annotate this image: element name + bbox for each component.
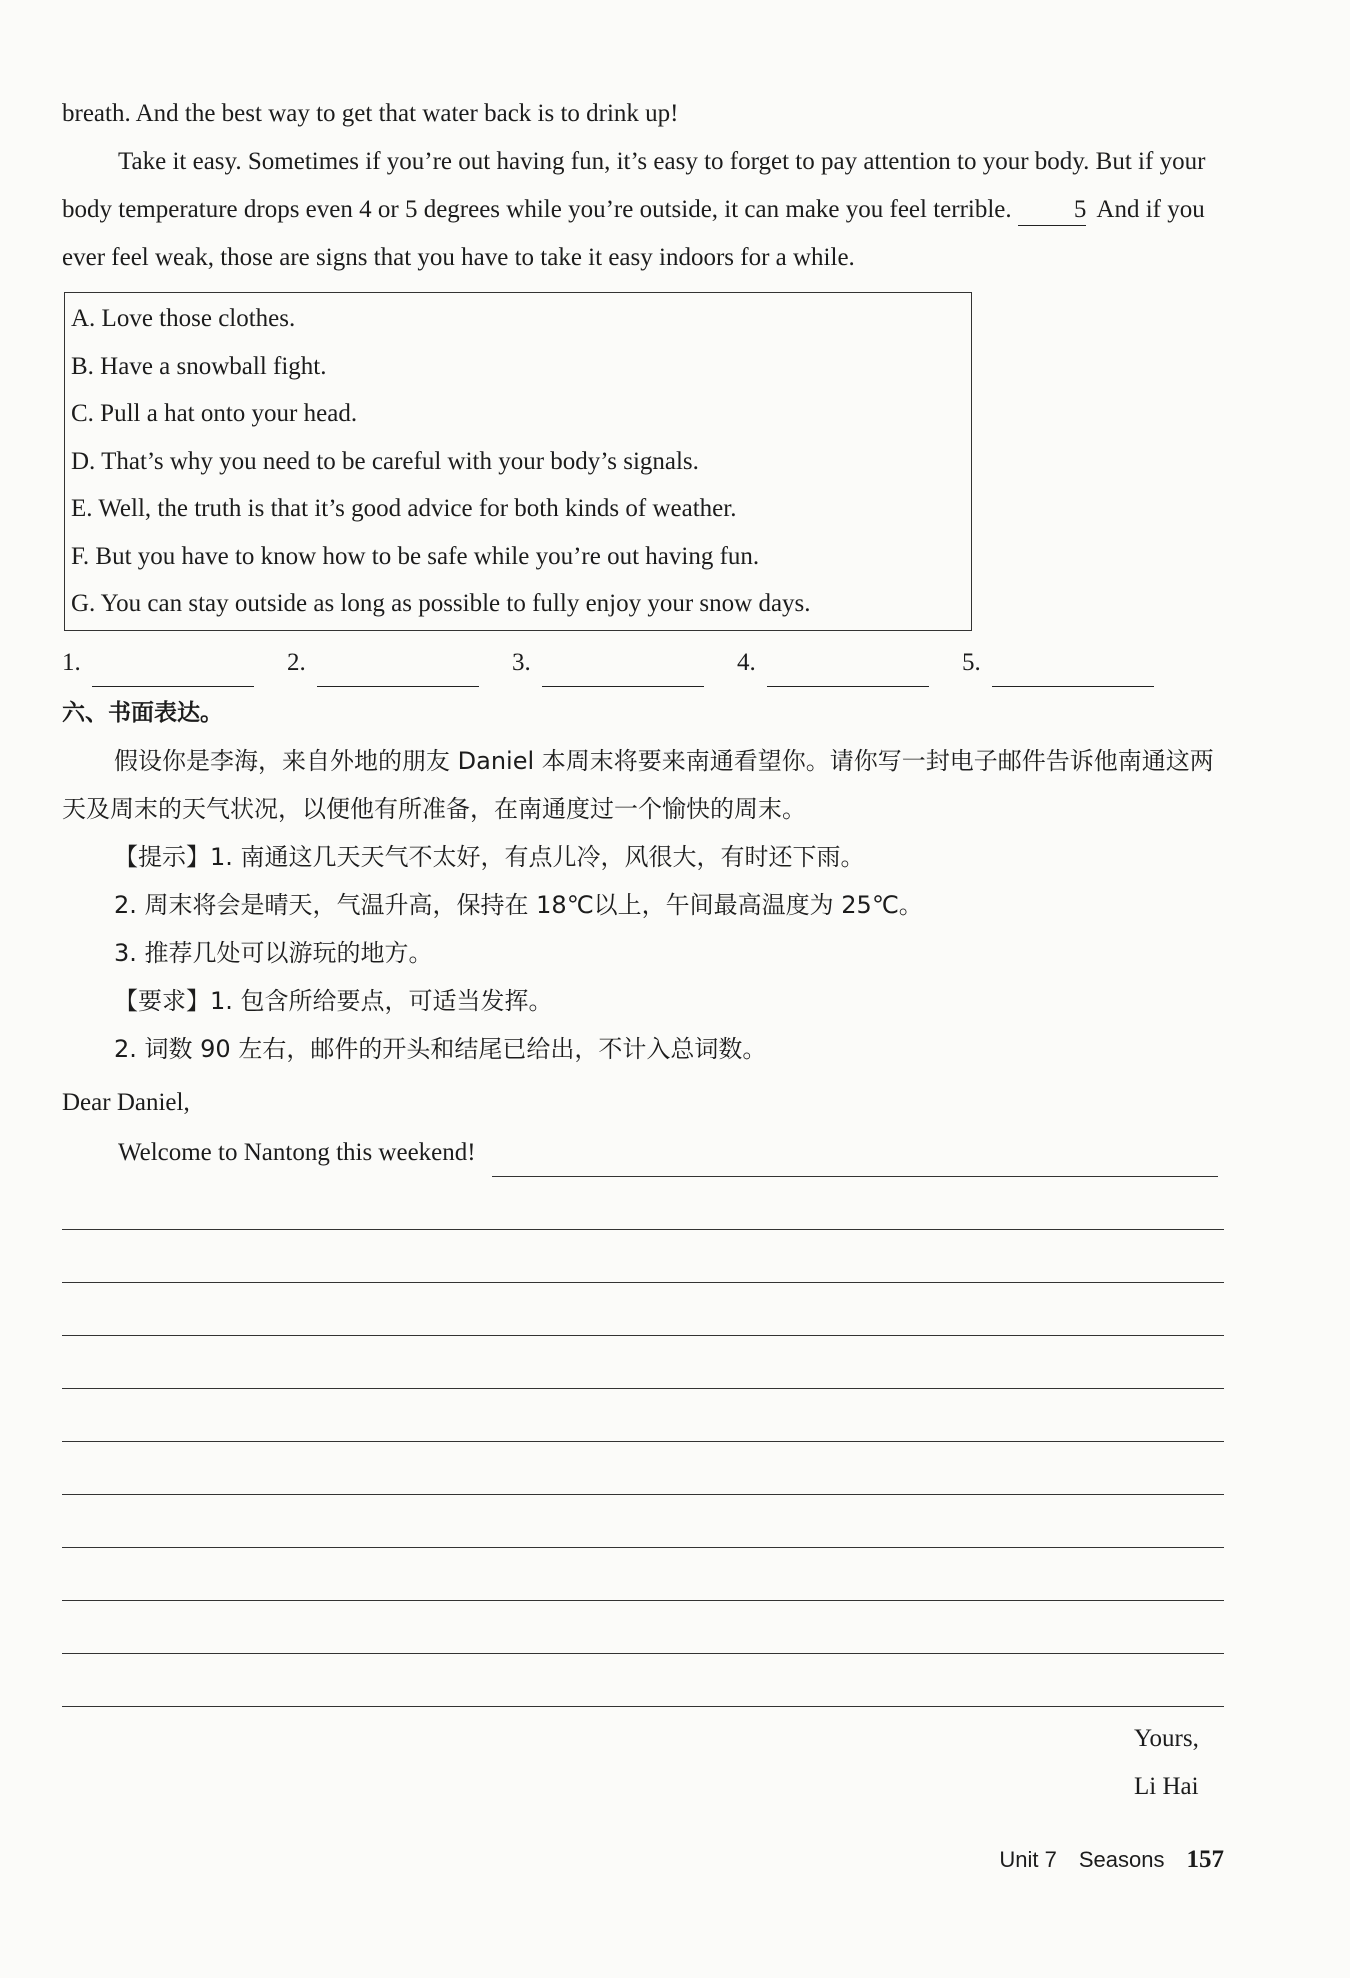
option-f: F. But you have to know how to be safe while you’re out having fun.	[71, 542, 760, 570]
tip-1: 【提示】1. 南通这几天天气不太好，有点儿冷，风很大，有时还下雨。	[114, 842, 865, 871]
answer-blank-5[interactable]	[992, 658, 1154, 687]
letter-opening: Welcome to Nantong this weekend!	[118, 1138, 476, 1166]
writing-line[interactable]	[62, 1389, 1224, 1442]
page-number: 157	[1186, 1846, 1224, 1873]
option-g: G. You can stay outside as long as possible to fully enjoy your snow days.	[71, 590, 811, 617]
option-e: E. Well, the truth is that it’s good advice for both kinds of weather.	[71, 495, 737, 522]
writing-line[interactable]	[62, 1654, 1224, 1707]
page-content	[62, 90, 1218, 1811]
letter-closing-block	[62, 1715, 1218, 1811]
writing-line[interactable]	[62, 1601, 1224, 1654]
letter-opening-row	[62, 1127, 1218, 1177]
footer-title: Seasons	[1078, 1847, 1165, 1872]
footer-unit: Unit 7	[999, 1847, 1057, 1872]
writing-line-first[interactable]	[492, 1146, 1218, 1177]
tip-3: 3. 推荐几处可以游玩的地方。	[114, 938, 433, 967]
letter-signature: Li Hai	[1134, 1772, 1199, 1800]
writing-line[interactable]	[62, 1495, 1224, 1548]
writing-prompt: 假设你是李海，来自外地的朋友 Daniel 本周末将要来南通看望你。请你写一封电子邮件告诉他南通这两天及周末的天气状况，以便他有所准备，在南通度过一个愉快的周末。	[62, 746, 1214, 823]
page-footer	[999, 1846, 1224, 1874]
answer-slot-5	[962, 639, 1187, 687]
requirement-2: 2. 词数 90 左右，邮件的开头和结尾已给出，不计入总词数。	[114, 1034, 767, 1063]
letter-closing: Yours,	[1134, 1724, 1199, 1752]
section-heading-writing: 六、书面表达。	[62, 699, 223, 726]
answer-number: 4.	[737, 648, 756, 676]
answer-blank-2[interactable]	[317, 658, 479, 687]
paragraph-2-text-after: And if you ever feel weak, those are signs that you have to take it easy indoors for a while.	[62, 196, 1205, 271]
answer-slot-4	[737, 639, 962, 687]
passage-paragraph-2	[62, 138, 1218, 282]
writing-line[interactable]	[62, 1442, 1224, 1495]
answer-number: 2.	[287, 648, 306, 676]
blank-5[interactable]: 5	[1018, 195, 1087, 226]
writing-line[interactable]	[62, 1548, 1224, 1601]
option-d: D. That’s why you need to be careful with your body’s signals.	[71, 447, 699, 475]
answer-number: 3.	[512, 648, 531, 676]
tip-2: 2. 周末将会是晴天，气温升高，保持在 18℃以上，午间最高温度为 25℃。	[114, 890, 923, 919]
passage-line-1: breath. And the best way to get that water back is to drink up!	[62, 100, 679, 127]
answer-slot-2	[287, 639, 512, 687]
paragraph-2-text-before: Take it easy. Sometimes if you’re out having fun, it’s easy to forget to pay attention to your body. But if your body temperature drops even 4 or 5 degrees while you’re outside, it can make you feel terrible.	[62, 148, 1206, 223]
letter-greeting: Dear Daniel,	[62, 1088, 190, 1116]
writing-line[interactable]	[62, 1230, 1224, 1283]
writing-line[interactable]	[62, 1283, 1224, 1336]
answer-blank-1[interactable]	[92, 658, 254, 687]
answer-blank-4[interactable]	[767, 658, 929, 687]
answer-slot-1	[62, 639, 287, 687]
option-b: B. Have a snowball fight.	[71, 352, 327, 380]
answer-number: 5.	[962, 648, 981, 676]
writing-line[interactable]	[62, 1336, 1224, 1389]
answer-blank-3[interactable]	[542, 658, 704, 687]
options-box	[64, 292, 972, 631]
answer-row	[62, 639, 1218, 687]
answer-number: 1.	[62, 648, 81, 676]
writing-line[interactable]	[62, 1177, 1224, 1230]
option-a: A. Love those clothes.	[71, 305, 296, 332]
option-c: C. Pull a hat onto your head.	[71, 400, 358, 427]
requirement-1: 【要求】1. 包含所给要点，可适当发挥。	[114, 986, 553, 1015]
answer-slot-3	[512, 639, 737, 687]
